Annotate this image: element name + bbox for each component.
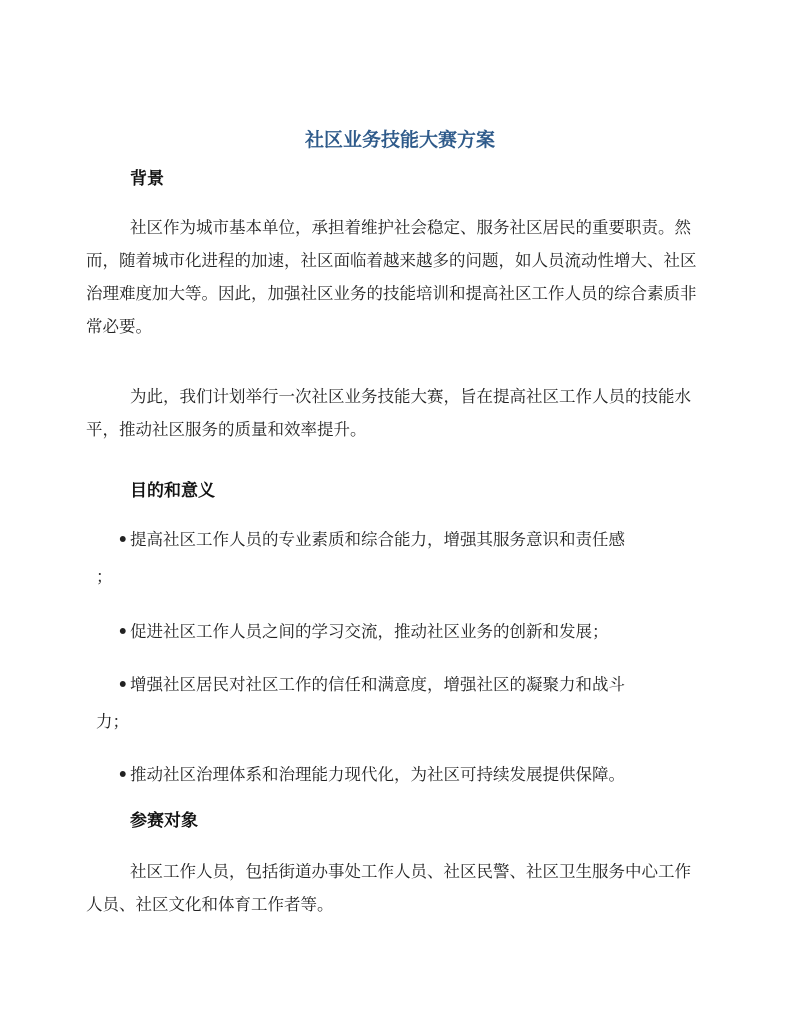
purpose-item-tail: 力；	[96, 712, 129, 731]
purpose-list-item	[86, 521, 706, 595]
purpose-list-item	[86, 756, 706, 793]
background-paragraph-1-text: 社区作为城市基本单位，承担着维护社会稳定、服务社区居民的重要职责。然而，随着城市化进程的加速，社区面临着越来越多的问题，如人员流动性增大、社区治理难度加大等。因此，加强社区业务的技能培训和提高社区工作人员的综合素质非常必要。	[86, 218, 697, 336]
document-title: 社区业务技能大赛方案	[304, 129, 495, 151]
purpose-item-text: 增强社区居民对社区工作的信任和满意度，增强社区的凝聚力和战斗	[130, 675, 625, 694]
bullet-icon: •	[117, 675, 128, 694]
purpose-list-item	[86, 613, 706, 650]
participants-paragraph-text: 社区工作人员，包括街道办事处工作人员、社区民警、社区卫生服务中心工作人员、社区文化和体育工作者等。	[86, 862, 691, 914]
bullet-icon: •	[117, 530, 128, 549]
background-paragraph-1	[86, 211, 706, 343]
purpose-item-text: 提高社区工作人员的专业素质和综合能力，增强其服务意识和责任感	[130, 530, 625, 549]
section-heading-participants: 参赛对象	[130, 811, 198, 831]
participants-paragraph	[86, 855, 706, 921]
purpose-list-item	[86, 666, 706, 740]
bullet-icon: •	[117, 622, 128, 641]
purpose-item-text: 促进社区工作人员之间的学习交流，推动社区业务的创新和发展；	[130, 622, 609, 641]
section-heading-purpose: 目的和意义	[130, 481, 215, 501]
background-paragraph-2	[86, 380, 706, 446]
background-paragraph-2-text: 为此，我们计划举行一次社区业务技能大赛，旨在提高社区工作人员的技能水平，推动社区服务的质量和效率提升。	[86, 387, 691, 439]
purpose-item-text: 推动社区治理体系和治理能力现代化，为社区可持续发展提供保障。	[130, 765, 625, 784]
section-heading-background: 背景	[130, 169, 164, 189]
purpose-item-tail: ；	[96, 567, 113, 586]
bullet-icon: •	[117, 765, 128, 784]
